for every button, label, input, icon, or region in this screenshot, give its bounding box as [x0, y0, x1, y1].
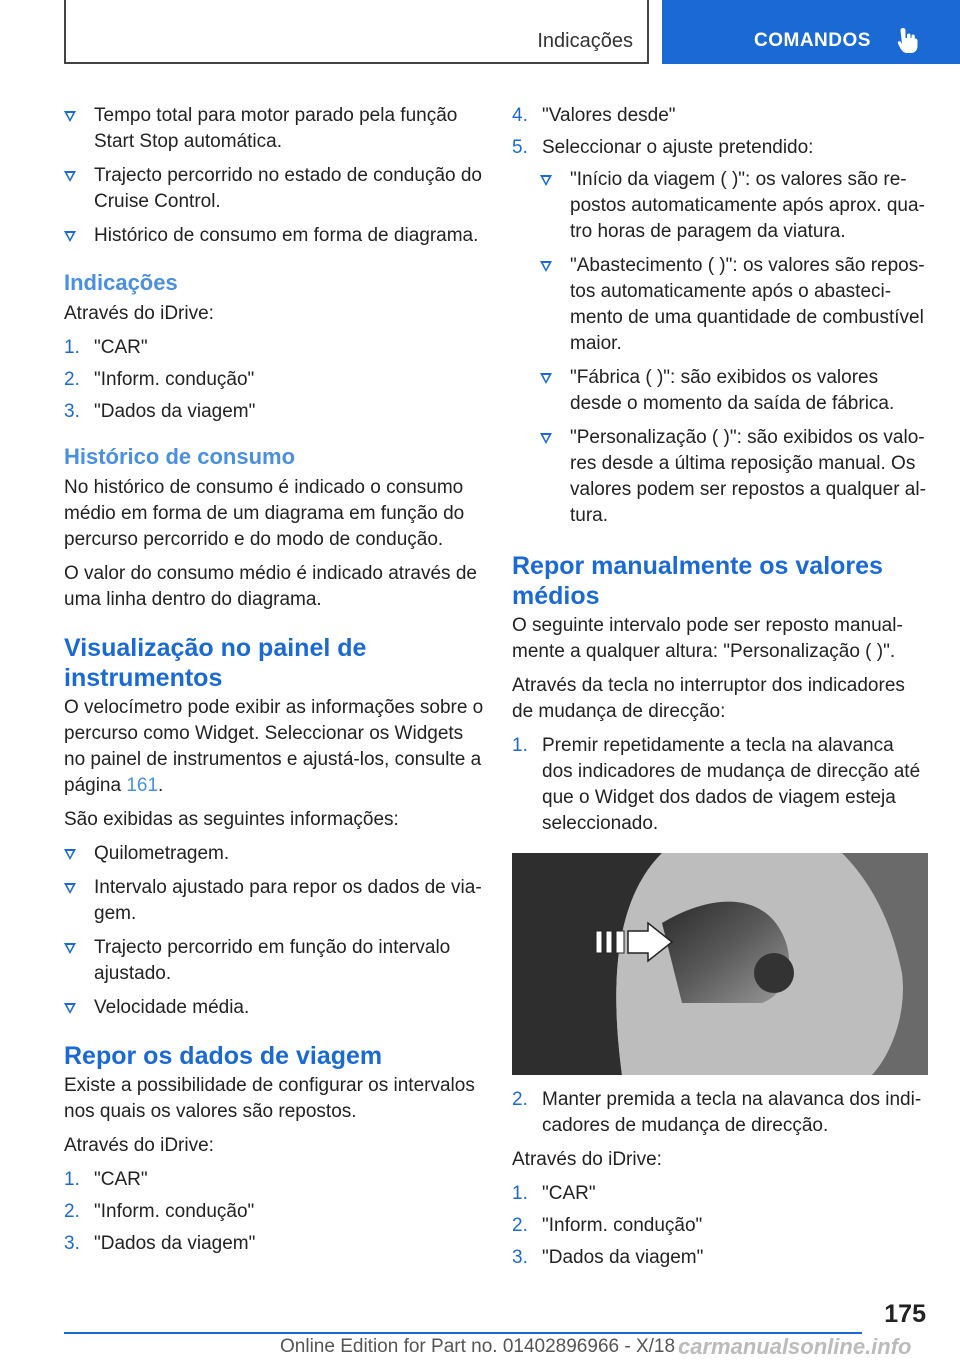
paragraph: São exibidas as seguintes informações: [64, 809, 399, 830]
paragraph: No histórico de consumo é indicado o consumo médio em forma de um diagrama em função do percurso percorrido e do modo de condução. [64, 477, 465, 550]
triangle-bullet-icon [64, 111, 76, 122]
section-title: Indicações [537, 30, 633, 52]
list-item: Histórico de consumo em forma de diagrama. [64, 223, 484, 249]
list-item: "Início da viagem ( )": os valores são repostos automaticamente após aprox. quatro horas de paragem da viatura. [540, 167, 928, 245]
triangle-bullet-icon [540, 261, 552, 272]
turn-signal-lever-illustration [512, 853, 928, 1075]
step-item: 3. "Dados da viagem" [512, 1247, 704, 1268]
paragraph: O velocímetro pode exibir as informações sobre o percurso como Widget. Seleccionar os Widgets no painel de instrumentos e ajustá-los, consulte a página 161. [64, 697, 484, 796]
paragraph: O valor do consumo médio é indicado através de uma linha dentro do diagrama. [64, 563, 477, 610]
list-item: Trajecto percorrido no estado de condução do Cruise Control. [64, 163, 484, 215]
triangle-bullet-icon [64, 231, 76, 242]
step-item: 3. "Dados da viagem" [64, 401, 256, 422]
triangle-bullet-icon [64, 883, 76, 894]
list-item: Trajecto percorrido em função do intervalo ajustado. [64, 935, 484, 987]
step-item: 2. "Inform. condução" [64, 1201, 255, 1222]
lever-drawing [512, 853, 928, 1075]
paragraph: Através da tecla no interruptor dos indicadores de mudança de direcção: [512, 675, 905, 722]
step-item: 1. "CAR" [64, 1169, 148, 1190]
step-item: 1. "CAR" [64, 337, 148, 358]
list-item: "Abastecimento ( )": os valores são repostos automaticamente após o abastecimento de uma quantidade de combustível maior. [540, 253, 928, 357]
list-item: Quilometragem. [64, 841, 484, 867]
heading-repor-manual: Repor manualmente os valores médios [512, 552, 883, 610]
watermark: carmanualsonline.info [678, 1334, 912, 1359]
heading-visualizacao: Visualização no painel de instrumentos [64, 634, 367, 692]
tab-label: COMANDOS [754, 30, 871, 51]
triangle-bullet-icon [64, 849, 76, 860]
right-column [512, 103, 928, 1271]
list-item: Velocidade média. [64, 995, 484, 1021]
paragraph: Através do iDrive: [64, 303, 214, 324]
triangle-bullet-icon [540, 175, 552, 186]
triangle-bullet-icon [64, 171, 76, 182]
step-item: 2. "Inform. condução" [512, 1215, 703, 1236]
step-item: 5. Seleccionar o ajuste pretendido: [512, 137, 814, 158]
paragraph: Através do iDrive: [64, 1135, 214, 1156]
triangle-bullet-icon [540, 433, 552, 444]
paragraph: Existe a possibilidade de configurar os intervalos nos quais os valores são repostos. [64, 1075, 475, 1122]
step-item: 3. "Dados da viagem" [64, 1233, 256, 1254]
step-item: 1. "CAR" [512, 1183, 596, 1204]
list-item: "Fábrica ( )": são exibidos os valores desde o momento da saída de fábrica. [540, 365, 928, 417]
step-item: 1. Premir repetidamente a tecla na alavanca dos indicadores de mudança de direcção até que o Widget dos dados de viagem esteja seleccionado. [512, 735, 921, 834]
heading-historico: Histórico de consumo [64, 444, 296, 469]
triangle-bullet-icon [64, 1003, 76, 1014]
page-number: 175 [884, 1300, 926, 1328]
hand-pointer-icon [896, 26, 920, 54]
step-item: 2. "Inform. condução" [64, 369, 255, 390]
list-item: Intervalo ajustado para repor os dados de viagem. [64, 875, 484, 927]
list-item: Tempo total para motor parado pela função Start Stop automática. [64, 103, 484, 155]
heading-repor: Repor os dados de viagem [64, 1042, 383, 1070]
triangle-bullet-icon [540, 373, 552, 384]
paragraph: O seguinte intervalo pode ser reposto manualmente a qualquer altura: "Personalização ( )". [512, 615, 903, 662]
left-column [64, 103, 484, 1257]
edition-note: Online Edition for Part no. 01402896966 - X/18 [280, 1336, 676, 1357]
step-item: 2. Manter premida a tecla na alavanca dos indicadores de mudança de direcção. [512, 1089, 922, 1136]
list-item: "Personalização ( )": são exibidos os valores desde a última reposição manual. Os valores podem ser repostos a qualquer altura. [540, 425, 928, 529]
heading-indicacoes: Indicações [64, 270, 178, 295]
step-item: 4. "Valores desde" [512, 105, 676, 126]
paragraph: Através do iDrive: [512, 1149, 662, 1170]
triangle-bullet-icon [64, 943, 76, 954]
page-link[interactable]: 161 [126, 775, 159, 796]
header-frame [64, 0, 649, 64]
tab-comandos[interactable] [662, 0, 960, 64]
